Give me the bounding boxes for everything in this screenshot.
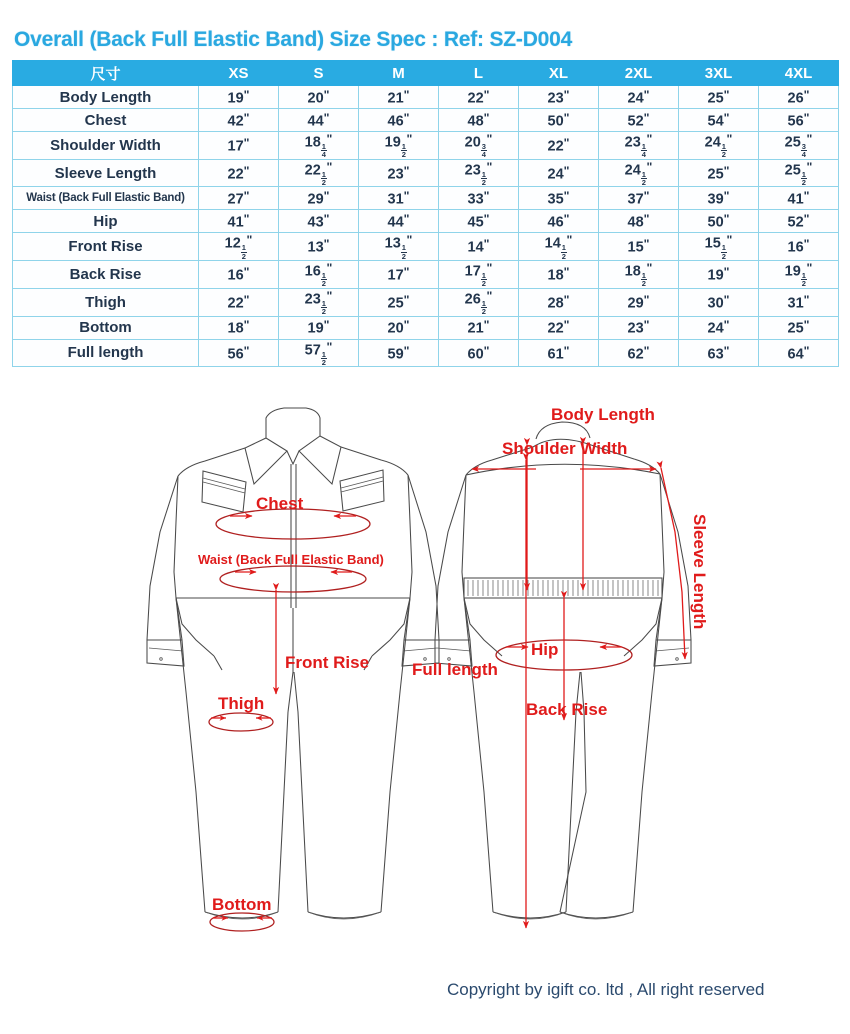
column-header-size-xl: XL: [519, 61, 599, 86]
measurement-value: 41": [199, 210, 279, 233]
table-row: [13, 132, 839, 160]
table-row: [13, 261, 839, 289]
measurement-value: 61": [519, 339, 599, 367]
measurement-label: Body Length: [13, 86, 199, 109]
measurement-value: 19 $\frac{1}{2}$ ": [359, 132, 439, 160]
table-body: [13, 86, 839, 367]
measurement-label: Back Rise: [13, 261, 199, 289]
column-header-size-m: M: [359, 61, 439, 86]
measurement-value: 44": [279, 109, 359, 132]
measurement-value: 56": [199, 339, 279, 367]
annotation-sleeve-length: Sleeve Length: [690, 514, 709, 630]
coverall-back-view: [412, 405, 709, 928]
measurement-value: 26 $\frac{1}{2}$ ": [439, 288, 519, 316]
measurement-value: 15 $\frac{1}{2}$ ": [679, 233, 759, 261]
measurement-value: 13 $\frac{1}{2}$ ": [359, 233, 439, 261]
measurement-label: Sleeve Length: [13, 159, 199, 187]
measurement-value: 57 $\frac{1}{2}$ ": [279, 339, 359, 367]
column-header-size-3xl: 3XL: [679, 61, 759, 86]
measurement-value: 22 $\frac{1}{2}$ ": [279, 159, 359, 187]
column-header-measurement: 尺寸: [13, 61, 199, 86]
measurement-value: 24": [599, 86, 679, 109]
measurement-value: 48": [599, 210, 679, 233]
measurement-value: 25": [759, 316, 839, 339]
table-header: [13, 61, 839, 86]
measurement-value: 17": [359, 261, 439, 289]
measurement-value: 52": [759, 210, 839, 233]
measurement-value: 64": [759, 339, 839, 367]
measurement-value: 25 $\frac{1}{2}$ ": [759, 159, 839, 187]
measurement-value: 60": [439, 339, 519, 367]
measurement-value: 21": [439, 316, 519, 339]
measurement-value: 33": [439, 187, 519, 210]
measurement-value: 18": [199, 316, 279, 339]
measurement-value: 37": [599, 187, 679, 210]
measurement-value: 15": [599, 233, 679, 261]
table-row: [13, 233, 839, 261]
column-header-size-xs: XS: [199, 61, 279, 86]
measurement-value: 26": [759, 86, 839, 109]
measurement-value: 16": [759, 233, 839, 261]
measurement-value: 24 $\frac{1}{2}$ ": [679, 132, 759, 160]
coverall-front-view: [147, 408, 439, 931]
measurement-value: 17": [199, 132, 279, 160]
column-header-size-2xl: 2XL: [599, 61, 679, 86]
measurement-value: 23 $\frac{1}{2}$ ": [279, 288, 359, 316]
annotation-waist: Waist (Back Full Elastic Band): [198, 552, 384, 567]
measurement-value: 18 $\frac{1}{4}$ ": [279, 132, 359, 160]
measurement-value: 45": [439, 210, 519, 233]
measurement-value: 42": [199, 109, 279, 132]
measurement-label: Shoulder Width: [13, 132, 199, 160]
measurement-value: 23 $\frac{1}{2}$ ": [439, 159, 519, 187]
measurement-value: 62": [599, 339, 679, 367]
measurement-value: 31": [759, 288, 839, 316]
measurement-value: 25": [679, 86, 759, 109]
measurement-value: 29": [279, 187, 359, 210]
measurement-value: 25": [679, 159, 759, 187]
measurement-value: 54": [679, 109, 759, 132]
annotation-thigh: Thigh: [218, 694, 265, 713]
table-row: [13, 210, 839, 233]
measurement-value: 23 $\frac{1}{4}$ ": [599, 132, 679, 160]
measurement-value: 50": [679, 210, 759, 233]
copyright-notice: Copyright by igift co. ltd , All right reserved: [447, 980, 765, 999]
size-spec-table-container: [12, 60, 838, 367]
measurement-value: 20": [279, 86, 359, 109]
measurement-value: 20 $\frac{3}{4}$ ": [439, 132, 519, 160]
measurement-value: 14": [439, 233, 519, 261]
measurement-value: 19 $\frac{1}{2}$ ": [759, 261, 839, 289]
table-header-row: [13, 61, 839, 86]
measurement-value: 19": [199, 86, 279, 109]
measurement-value: 56": [759, 109, 839, 132]
measurement-value: 24 $\frac{1}{2}$ ": [599, 159, 679, 187]
measurement-value: 41": [759, 187, 839, 210]
measurement-label: Bottom: [13, 316, 199, 339]
measurement-value: 19": [679, 261, 759, 289]
measurement-value: 46": [359, 109, 439, 132]
measurement-label: Chest: [13, 109, 199, 132]
measurement-value: 16": [199, 261, 279, 289]
table-row: [13, 187, 839, 210]
column-header-size-4xl: 4XL: [759, 61, 839, 86]
measurement-value: 23": [359, 159, 439, 187]
measurement-value: 48": [439, 109, 519, 132]
measurement-value: 21": [359, 86, 439, 109]
measurement-value: 44": [359, 210, 439, 233]
measurement-value: 22": [519, 132, 599, 160]
measurement-value: 22": [519, 316, 599, 339]
measurement-value: 63": [679, 339, 759, 367]
measurement-value: 12 $\frac{1}{2}$ ": [199, 233, 279, 261]
annotation-full-length: Full length: [412, 660, 498, 679]
measurement-value: 46": [519, 210, 599, 233]
measurement-value: 16 $\frac{1}{2}$ ": [279, 261, 359, 289]
measurement-label: Hip: [13, 210, 199, 233]
annotation-hip: Hip: [531, 640, 559, 659]
measurement-value: 24": [679, 316, 759, 339]
measurement-value: 23": [519, 86, 599, 109]
annotation-chest: Chest: [256, 494, 304, 513]
measurement-label: Full length: [13, 339, 199, 367]
annotation-bottom: Bottom: [212, 895, 272, 914]
measurement-value: 50": [519, 109, 599, 132]
measurement-label: Front Rise: [13, 233, 199, 261]
measurement-value: 59": [359, 339, 439, 367]
measurement-value: 31": [359, 187, 439, 210]
measurement-label: Thigh: [13, 288, 199, 316]
measurement-value: 22": [199, 159, 279, 187]
measurement-value: 20": [359, 316, 439, 339]
measurement-value: 29": [599, 288, 679, 316]
table-row: [13, 339, 839, 367]
annotation-body-length: Body Length: [551, 405, 655, 424]
table-row: [13, 109, 839, 132]
measurement-value: 25 $\frac{3}{4}$ ": [759, 132, 839, 160]
technical-drawings: [0, 372, 850, 972]
table-row: [13, 288, 839, 316]
column-header-size-s: S: [279, 61, 359, 86]
measurement-value: 30": [679, 288, 759, 316]
measurement-value: 27": [199, 187, 279, 210]
measurement-value: 52": [599, 109, 679, 132]
measurement-value: 43": [279, 210, 359, 233]
measurement-value: 17 $\frac{1}{2}$ ": [439, 261, 519, 289]
annotation-front-rise: Front Rise: [285, 653, 370, 672]
measurement-value: 35": [519, 187, 599, 210]
page-title: Overall (Back Full Elastic Band) Size Spec : Ref: SZ-D004: [14, 28, 573, 51]
measurement-value: 23": [599, 316, 679, 339]
measurement-value: 25": [359, 288, 439, 316]
measurement-value: 22": [199, 288, 279, 316]
annotation-shoulder-width: Shoulder Width: [502, 439, 628, 458]
measurement-value: 24": [519, 159, 599, 187]
table-row: [13, 316, 839, 339]
table-row: [13, 86, 839, 109]
measurement-value: 28": [519, 288, 599, 316]
measurement-value: 22": [439, 86, 519, 109]
measurement-value: 19": [279, 316, 359, 339]
measurement-value: 39": [679, 187, 759, 210]
size-spec-table: [12, 60, 839, 367]
column-header-size-l: L: [439, 61, 519, 86]
measurement-value: 18": [519, 261, 599, 289]
annotation-back-rise: Back Rise: [526, 700, 608, 719]
measurement-value: 18 $\frac{1}{2}$ ": [599, 261, 679, 289]
measurement-value: 14 $\frac{1}{2}$ ": [519, 233, 599, 261]
measurement-value: 13": [279, 233, 359, 261]
measurement-label: Waist (Back Full Elastic Band): [13, 187, 199, 210]
table-row: [13, 159, 839, 187]
